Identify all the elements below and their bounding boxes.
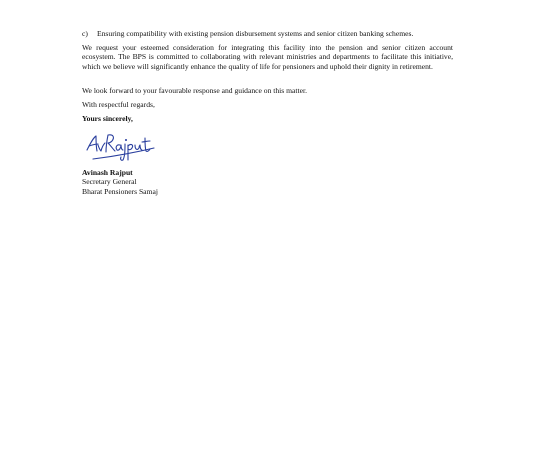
closing-salutation: Yours sincerely, xyxy=(82,114,133,123)
signatory-organization: Bharat Pensioners Samaj xyxy=(82,186,158,196)
body-paragraph-look-forward: We look forward to your favourable response and guidance on this matter. xyxy=(82,86,308,95)
body-paragraph-regards: With respectful regards, xyxy=(82,100,155,109)
body-paragraph-request: We request your esteemed consideration for integrating this facility into the pension and senior citizen account ecosystem. The BPS is committed to collaborating with relevant ministries and departments to facilitate this initiative, which we believe will significantly enhance the quality of life for pensioners and uphold their dignity in retirement. xyxy=(82,43,453,71)
signatory-title: Secretary General xyxy=(82,177,137,187)
signatory-name: Avinash Rajput xyxy=(82,168,133,177)
list-item-text: Ensuring compatibility with existing pension disbursement systems and senior citizen banking schemes. xyxy=(97,29,414,38)
signatory-block xyxy=(82,168,158,196)
handwritten-signature xyxy=(84,126,158,164)
list-item xyxy=(82,29,454,38)
list-marker: c) xyxy=(82,29,88,38)
